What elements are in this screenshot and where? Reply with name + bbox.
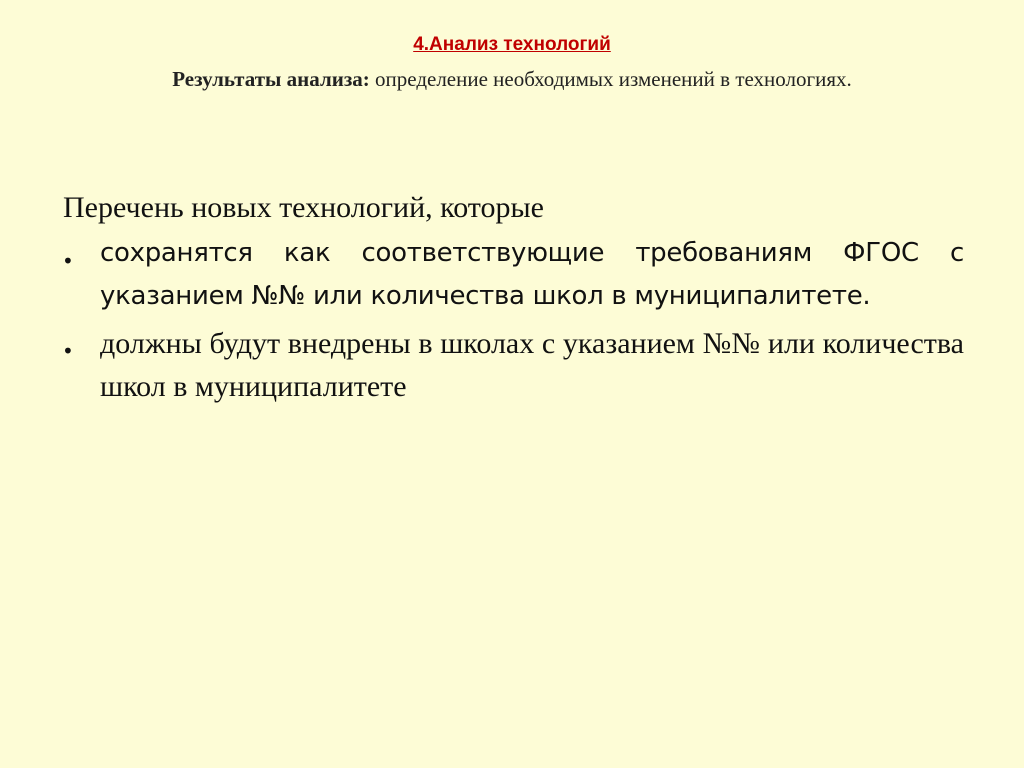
bullet-icon: • (62, 249, 74, 273)
bullet-text: должны будут внедрены в школах с указанием №№ или количества школ в муниципалитете (100, 327, 964, 403)
bullet-icon: • (62, 339, 74, 363)
bullet-item (56, 232, 964, 318)
intro-text: Перечень новых технологий, которые (63, 191, 544, 224)
bullet-text: сохранятся как соответствующие требованиям ФГОС с указанием №№ или количества школ в муниципалитете. (100, 238, 964, 311)
results-paragraph (112, 64, 912, 94)
results-text: определение необходимых изменений в технологиях. (369, 67, 852, 91)
bullet-item (56, 322, 964, 408)
bullet-list (56, 232, 964, 408)
results-label: Результаты анализа: (172, 67, 370, 91)
section-title: 4.Анализ технологий (413, 34, 611, 55)
